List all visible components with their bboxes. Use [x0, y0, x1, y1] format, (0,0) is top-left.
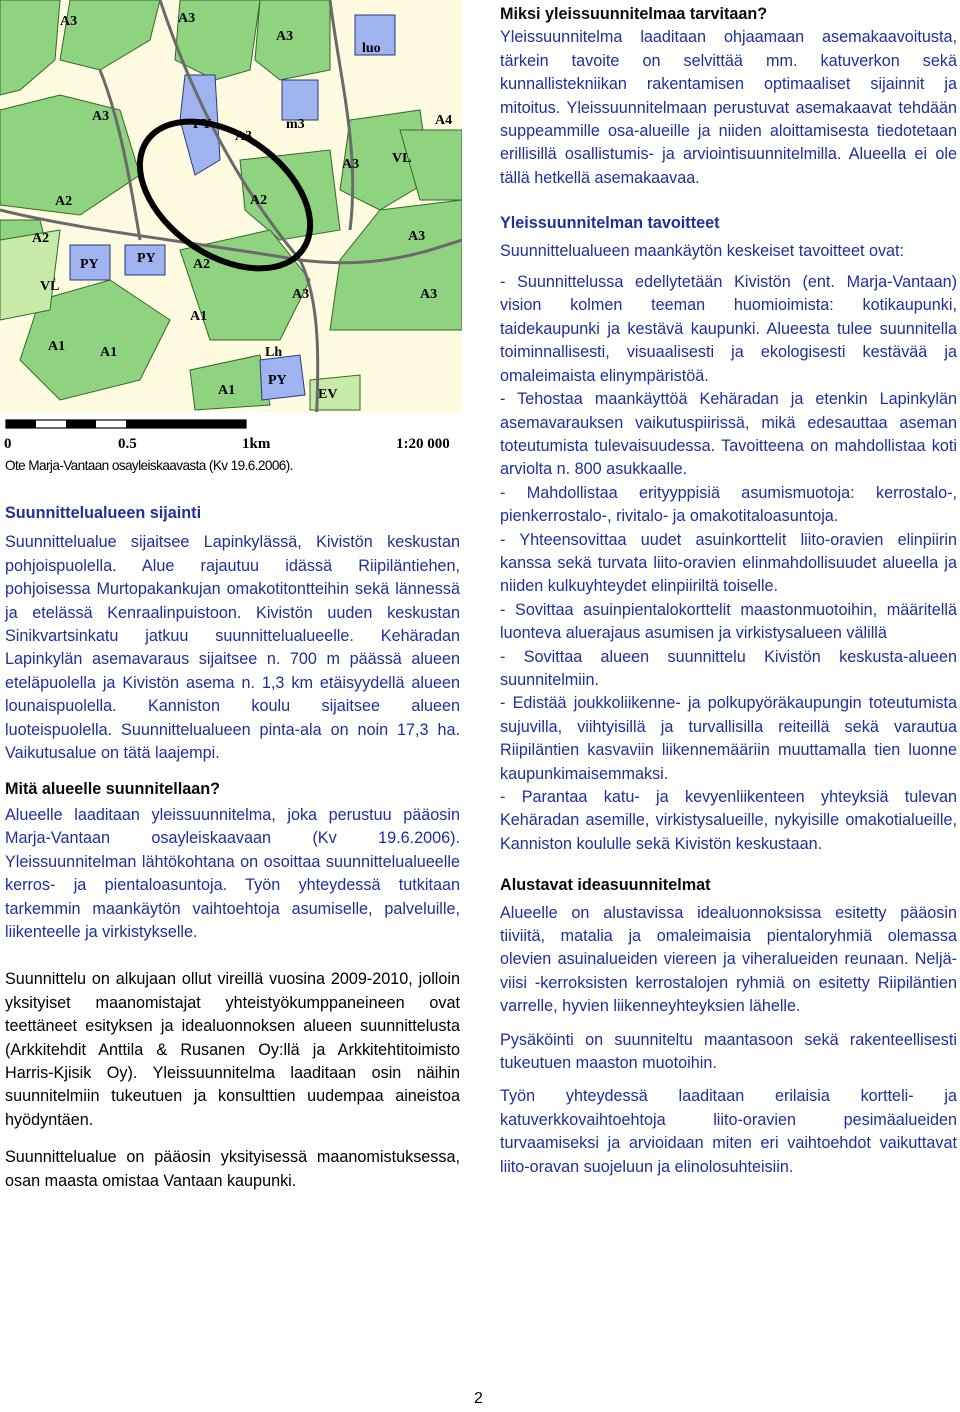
map-label-a3: A3	[408, 229, 426, 244]
scale-label-km: 1km	[242, 436, 271, 452]
why-paragraph: Yleissuunnitelma laaditaan ohjaamaan asemakaavoitusta, tärkein tavoite on selvittää mm. katuverkon sekä kunnallistekniikan rakentamisen optimaaliset sijainnit ja mitoitus. Yleissuunnitelmaan perustuvat asemakaavat tehdään suppeammille osa-alueille ja niiden aloittamisesta tiedotetaan erillisillä osallistumis- ja arviointisuunnitelmilla. Alueella ei ole tällä hetkellä asemakaavaa.	[500, 28, 957, 187]
section-heading-why: Miksi yleissuunnitelmaa tarvitaan?	[500, 5, 768, 23]
squirrel-paragraph: Työn yhteydessä laaditaan erilaisia kortteli- ja katuverkkovaihtoehtoja liito-oravien pesimäalueiden turvaamiseksi ja arvioidaan miten eri vaihtoehdot vaikuttavat liito-oravan suojeluun ja elinolosuhteisiin.	[500, 1087, 957, 1176]
plans-paragraph: Alueelle laaditaan yleissuunnitelma, joka perustuu pääosin Marja-Vantaan osayleiskaavaan (Kv 19.6.2006). Yleissuunnitelman lähtökohtana on osoittaa suunnittelualueelle kerros- ja pientaloasuntoja. Työn yhteydessä tutkitaan tarkemmin maankäytön vaihtoehtoja asumiselle, palveluille, liikenteelle ja virkistykselle.	[5, 805, 460, 941]
map-label-a3: A3	[276, 29, 294, 44]
goal-item: - Sovittaa asuinpientalokorttelit maastonmuotoihin, määritellä luonteva aluerajaus asumisen ja virkistysalueen välillä	[500, 600, 957, 643]
map-label-a3: A3	[60, 14, 78, 29]
map-label-a2: A2	[250, 193, 268, 208]
map-label-a3: A3	[342, 157, 360, 172]
map-label-a3: A3	[235, 129, 253, 144]
map-label-a2: A2	[193, 257, 211, 272]
ideas-paragraph: Alueelle on alustavissa idealuonnoksissa esitetty pääosin tiiviitä, matalia ja omaleimaisia pientaloryhmiä olemassa olevien asuinalueiden viereen ja viheralueiden reunaan. Neljä-viisi -kerroksisten kerrostalojen ryhmiä on esitetty Riipiläntien varrelle, hyvien liikenneyhteyksien lähelle.	[500, 903, 957, 1016]
map-label-py: PY	[268, 373, 287, 388]
map-label-vl: VL	[392, 151, 412, 166]
map-label-luo: luo	[362, 41, 381, 56]
map-label-a1: A1	[218, 383, 236, 398]
map-label-a1: A1	[190, 309, 208, 324]
page-number: 2	[474, 1390, 483, 1407]
map-label-a1: A1	[48, 339, 66, 354]
goals-intro: Suunnittelualueen maankäytön keskeiset tavoitteet ovat:	[500, 241, 905, 260]
map-label-py: PY	[80, 257, 99, 272]
map-label-m3: m3	[286, 117, 305, 132]
map-label-py: PY	[137, 251, 156, 266]
goal-item: - Edistää joukkoliikenne- ja polkupyöräkaupungin toteutumista sujuvilla, viihtyisillä ja turvallisilla reiteillä sekä varautua Riipiläntien kasvaviin liikennemääriin muuttamalla tien luonne kaupunkimaisemmaksi.	[500, 694, 957, 783]
map-label-a3: A3	[178, 11, 196, 26]
right-column	[500, 3, 957, 1179]
map-scale-bar	[0, 412, 462, 454]
map-label-a4: A4	[435, 113, 453, 128]
goal-item: - Suunnittelussa edellytetään Kivistön (ent. Marja-Vantaan) vision kolmen teeman huomioimista: kotikaupunki, taidekaupunki ja kestävä kaupunki. Alueesta tulee suunnitella toiminnallisesti, visuaalisesti ja ekologisesti kestävää ja omaleimaista elinympäristöä.	[500, 273, 957, 385]
section-heading-ideas: Alustavat ideasuunnitelmat	[500, 876, 711, 895]
goal-item: - Yhteensovittaa uudet asuinkorttelit liito-oravien elinpiirin kanssa sekä turvata liito-oravien elinmahdollisuudet alueella ja niiden kulkuyhteydet elinpiiriltä toiselle.	[500, 530, 957, 596]
ownership-paragraph: Suunnittelualue on pääosin yksityisessä maanomistuksessa, osan maasta omistaa Vantaan kaupunki.	[5, 1148, 460, 1190]
goal-item: - Sovittaa alueen suunnittelu Kivistön keskusta-alueen suunnitelmiin.	[500, 647, 957, 689]
map-label-a3: A3	[292, 287, 310, 302]
scale-label-half: 0.5	[118, 436, 137, 452]
section-heading-location: Suunnittelualueen sijainti	[5, 504, 202, 522]
map-label-py: PY	[193, 117, 212, 132]
map-label-vl: VL	[40, 279, 60, 294]
section-heading-plans: Mitä alueelle suunnitellaan?	[5, 780, 220, 799]
map-label-lh: Lh	[265, 345, 283, 360]
scale-bar-graphic	[0, 412, 462, 434]
left-column	[5, 502, 460, 1193]
goal-item: - Tehostaa maankäyttöä Kehäradan ja etenkin Lapinkylän asemavarauksen vaikutuspiirissä, mikä edesauttaa aseman toteutumista tulevaisuudessa. Tavoitteena on mahdollistaa koti arviolta n. 800 asukkaalle.	[500, 390, 957, 479]
map-label-a2: A2	[32, 231, 50, 246]
scale-label-zero: 0	[4, 436, 12, 452]
map-label-a3: A3	[420, 287, 438, 302]
map-label-a3: A3	[92, 109, 110, 124]
parking-paragraph: Pysäköinti on suunniteltu maantasoon sekä rakenteellisesti tukeutuen maaston muotoihin.	[500, 1030, 957, 1073]
location-paragraph: Suunnittelualue sijaitsee Lapinkylässä, Kivistön keskustan pohjoispuolella. Alue rajautuu idässä Riipiläntiehen, pohjoisessa Murtopakankujan omakotitontteihin sekä lännessä ja etelässä Kenraalinpuistoon. Kivistön uuden keskustan Sinikvartsinkatu jatkuu suunnittelualueelle. Kehäradan Lapinkylän asemavaraus sijaitsee n. 700 m päässä alueen eteläpuolella ja Kivistön asema n. 1,3 km etäisyydellä alueen lounaispuolella. Kanniston koulu sijaitsee alueen luoteispuolella. Suunnittelualueen pinta-ala on noin 17,3 ha. Vaikutusalue on tätä laajempi.	[5, 533, 460, 763]
history-paragraph: Suunnittelu on alkujaan ollut vireillä vuosina 2009-2010, jolloin yksityiset maanomistajat yhteistyökumppaneineen ovat teettäneet esityksen ja idealuonnoksen alueen suunnittelusta (Arkkitehdit Anttila & Rusanen Oy:llä ja Arkkitehtitoimisto Harris-Kjisik Oy). Yleissuunnitelma laaditaan osin näihin suunnitelmiin tukeutuen ja konsulttien uudempaa aineistoa hyödyntäen.	[5, 970, 460, 1129]
map-label-ev: EV	[318, 387, 338, 402]
goal-item: - Mahdollistaa erityyppisiä asumismuotoja: kerrostalo-, pienkerrostalo-, rivitalo- ja omakotitaloasuntoja.	[500, 483, 957, 526]
map-label-a1: A1	[100, 345, 118, 360]
section-heading-goals: Yleissuunnitelman tavoitteet	[500, 214, 720, 233]
goal-item: - Parantaa katu- ja kevyenliikenteen yhteyksiä tulevan Kehäradan asemille, virkistysalueille, nykyisille omakotialueille, Kanniston koululle sekä Kivistön keskustaan.	[500, 788, 957, 853]
scale-label-ratio: 1:20 000	[396, 436, 450, 452]
zoning-map-drawing	[0, 0, 462, 445]
zoning-map	[0, 0, 462, 445]
map-caption: Ote Marja-Vantaan osayleiskaavasta (Kv 19.6.2006).	[5, 458, 293, 473]
map-label-a2: A2	[55, 194, 73, 209]
